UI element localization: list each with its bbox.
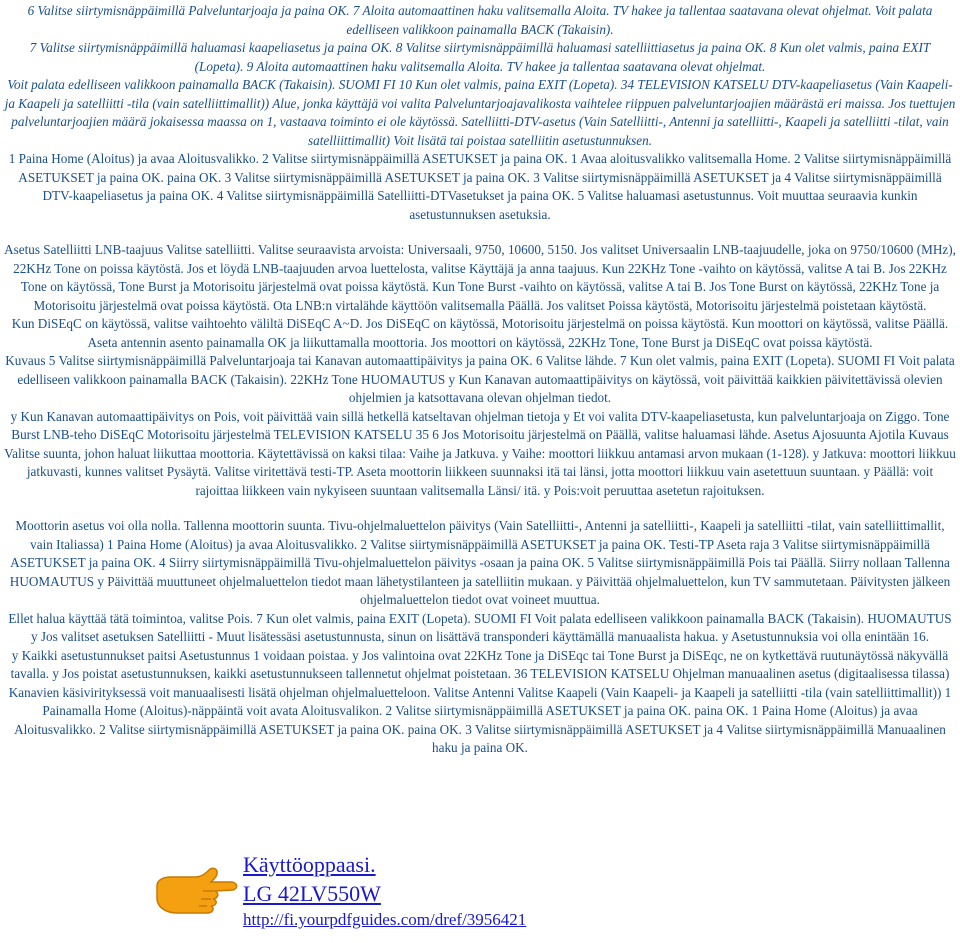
- paragraph-gap: [4, 500, 956, 517]
- paragraph-5: Asetus Satelliitti LNB-taajuus Valitse satelliitti. Valitse seuraavista arvoista: Universaali, 9750, 10600, 5150. Jos valitset Universaalin LNB-taajuudelle, joka on 9750/10600 (MHz), 22KHz Tone on poissa käytöstä. Jos et löydä LNB-taajuuden arvoa luettelosta, valitse Käyttäjä ja anna taajuus. Kun 22KHz Tone -vaihto on käytössä, valitse A tai B. Jos 22KHz Tone on käytössä, Tone Burst ja Motorisoitu järjestelmä ovat poissa käytöstä. Kun Tone Burst -vaihto on käytössä, valitse A tai B. Jos Tone Burst on käytössä, 22KHz Tone ja Motorisoitu järjestelmä ovat poissa käytöstä. Ota LNB:n virtalähde käyttöön valitsemalla Päällä. Jos valitset Poissa käytöstä, Motorisoitu järjestelmä poistetaan käytöstä.: [4, 242, 956, 313]
- paragraph-2: 7 Valitse siirtymisnäppäimillä haluamasi kaapeliasetus ja paina OK. 8 Valitse siirtymisnäppäimillä haluamasi satelliittiasetus ja paina OK. 8 Kun olet valmis, paina EXIT (Lopeta). 9 Aloita automaattinen haku valitsemalla Aloita. TV hakee ja tallentaa saatavana olevat ohjelmat.: [29, 40, 931, 74]
- paragraph-4: 1 Paina Home (Aloitus) ja avaa Aloitusvalikko. 2 Valitse siirtymisnäppäimillä ASETUKSET ja paina OK. 1 Avaa aloitusvalikko valitsemalla Home. 2 Valitse siirtymisnäppäimillä ASETUKSET ja paina OK. paina OK. 3 Valitse siirtymisnäppäimillä ASETUKSET ja paina OK. 3 Valitse siirtymisnäppäimillä ASETUKSET ja 4 Valitse siirtymisnäppäimillä DTV-kaapeliasetus ja paina OK. 4 Valitse siirtymisnäppäimillä Satelliitti-DTVasetukset ja paina OK. 5 Valitse haluamasi asetustunnus. Voit muuttaa seuraavia kunkin asetustunnuksen asetuksia.: [8, 151, 952, 222]
- footer: [155, 850, 755, 942]
- paragraph-11: y Kaikki asetustunnukset paitsi Asetustunnus 1 voidaan poistaa. y Jos valintoina ovat 22KHz Tone ja DiSEqc tai Tone Burst ja DiSEqc, ne on kytkettävä ruutunäytössä näkyvällä tavalla. y Jos poistat asetustunnuksen, kaikki asetustunnukseen tallennetut ohjelmat poistetaan. 36 TELEVISION KATSELU Ohjelman manuaalinen asetus (digitaalisessa tilassa) Kanavien käsivirityksessä voit manuaalisesti lisätä ohjelman ohjelmaluetteloon. Valitse Antenni Valitse Kaapeli (Vain Kaapeli- ja Kaapeli ja satelliitti -tila (vain satelliittimallit)) 1 Painamalla Home (Aloitus)-näppäintä voit avata Aloitusvalikon. 2 Valitse siirtymisnäppäimillä ASETUKSET ja paina OK. paina OK. 1 Paina Home (Aloitus) ja avaa Aloitusvalikko. 2 Valitse siirtymisnäppäimillä ASETUKSET ja paina OK. paina OK. 3 Valitse siirtymisnäppäimillä ASETUKSET ja 4 Valitse siirtymisnäppäimillä Manuaalinen haku ja paina OK.: [8, 647, 952, 755]
- paragraph-9: Moottorin asetus voi olla nolla. Tallenna moottorin suunta. Tivu-ohjelmaluettelon päivitys (Vain Satelliitti-, Antenni ja satelliitti-, Kaapeli ja satelliitti -tilat, vain satelliittimallit, vain Italiassa) 1 Paina Home (Aloitus) ja avaa Aloitusvalikko. 2 Valitse siirtymisnäppäimillä ASETUKSET ja paina OK. Testi-TP Aseta raja 3 Valitse siirtymisnäppäimillä ASETUKSET ja paina OK. 4 Siirry siirtymisnäppäimillä Tivu-ohjelmaluettelon päivitys -osaan ja paina OK. 5 Valitse siirtymisnäppäimillä Pois tai Päällä. Siirry nollaan Tallenna HUOMAUTUS y Päivittää muuttuneet ohjelmaluettelon tiedot maan lähetystilanteen ja satelliitin mukaan. y Päivittää ohjelmaluettelon, kun TV sammutetaan. Päivitysten jälkeen ohjelmaluettelon tiedot ovat voineet muuttua.: [9, 518, 951, 607]
- pointing-hand-icon: [155, 862, 239, 922]
- paragraph-6: Kun DiSEqC on käytössä, valitse vaihtoehto väliltä DiSEqC A~D. Jos DiSEqC on käytössä, Motorisoitu järjestelmä on poissa käytöstä. Kun moottori on käytössä, valitse Päällä. Aseta antennin asento painamalla OK ja liikuttamalla moottoria. Jos moottori on käytössä, 22KHz Tone, Tone Burst ja DiSEqC ovat poissa käytöstä.: [11, 316, 949, 350]
- guide-url-link[interactable]: http://fi.yourpdfguides.com/dref/3956421: [243, 910, 527, 929]
- model-link[interactable]: LG 42LV550W: [243, 881, 381, 906]
- paragraph-3: Voit palata edelliseen valikkoon painamalla BACK (Takaisin). SUOMI FI 10 Kun olet valmis, paina EXIT (Lopeta). 34 TELEVISION KATSELU DTV-kaapeliasetus (Vain Kaapeli- ja Kaapeli ja satelliitti -tila (vain satelliittimallit)) Alue, jonka käyttäjä voi valita Palveluntarjoajavalikosta vaihtelee riippuen palveluntarjoajien määrästä eri maissa. Jos tuettujen palveluntarjoajien määrä jokaisessa maassa on 1, vastaava toiminto ei ole käytössä. Satelliitti-DTV-asetus (Vain Satelliitti-, Antenni ja satelliitti-, Kaapeli ja satelliitti -tilat, vain satelliittimallit) Voit lisätä tai poistaa satelliitin asetustunnuksen.: [4, 77, 956, 148]
- manual-link[interactable]: Käyttöoppaasi.: [243, 852, 376, 877]
- paragraph-gap: [4, 224, 956, 241]
- footer-links: [243, 850, 526, 932]
- document-body: [4, 2, 956, 758]
- paragraph-8: y Kun Kanavan automaattipäivitys on Pois, voit päivittää vain sillä hetkellä katseltavan ohjelman tietoja y Et voi valita DTV-kaapeliasetusta, kun palveluntarjoaja on Ziggo. Tone Burst LNB-teho DiSEqC Motorisoitu järjestelmä TELEVISION KATSELU 35 6 Jos Motorisoitu järjestelmä on Päällä, valitse haluamasi lähde. Asetus Ajosuunta Ajotila Kuvaus Valitse suunta, johon haluat liikuttaa moottoria. Käytettävissä on kaksi tilaa: Vaihe ja Jatkuva. y Vaihe: moottori liikkuu antamasi arvon mukaan (1-128). y Jatkuva: moottori liikkuu jatkuvasti, kunnes valitset Pysäytä. Valitse viritettävä testi-TP. Aseta moottorin liikkeen suunnaksi itä tai länsi, jotta moottori liikkuu vain asetettuun suuntaan. y Päällä: voit rajoittaa liikkeen vain nykyiseen suuntaan valitsemalla Länsi/ itä. y Pois:voit peruuttaa asetetun rajoituksen.: [4, 408, 956, 498]
- paragraph-10: Ellet halua käyttää tätä toimintoa, valitse Pois. 7 Kun olet valmis, paina EXIT (Lopeta). SUOMI FI Voit palata edelliseen valikkoon painamalla BACK (Takaisin). HUOMAUTUS y Jos valitset asetuksen Satelliitti - Muut lisätessäsi asetustunnusta, sinun on lisättävä transponderi käyttämällä manuaalista hakua. y Asetustunnuksia voi olla enintään 16.: [8, 610, 952, 644]
- paragraph-1: 6 Valitse siirtymisnäppäimillä Palveluntarjoaja ja paina OK. 7 Aloita automaattinen haku valitsemalla Aloita. TV hakee ja tallentaa saatavana olevat ohjelmat. Voit palata edelliseen valikkoon painamalla BACK (Takaisin).: [27, 3, 933, 37]
- pointing-hand-shape: [157, 868, 237, 913]
- paragraph-7: Kuvaus 5 Valitse siirtymisnäppäimillä Palveluntarjoaja tai Kanavan automaattipäivitys ja paina OK. 6 Valitse lähde. 7 Kun olet valmis, paina EXIT (Lopeta). SUOMI FI Voit palata edelliseen valikkoon painamalla BACK (Takaisin). 22KHz Tone HUOMAUTUS y Kun Kanavan automaattipäivitys on käytössä, voit päivittää kaikkien päivitettävissä olevien ohjelmien ja katsottavana olevan ohjelman tiedot.: [5, 353, 955, 405]
